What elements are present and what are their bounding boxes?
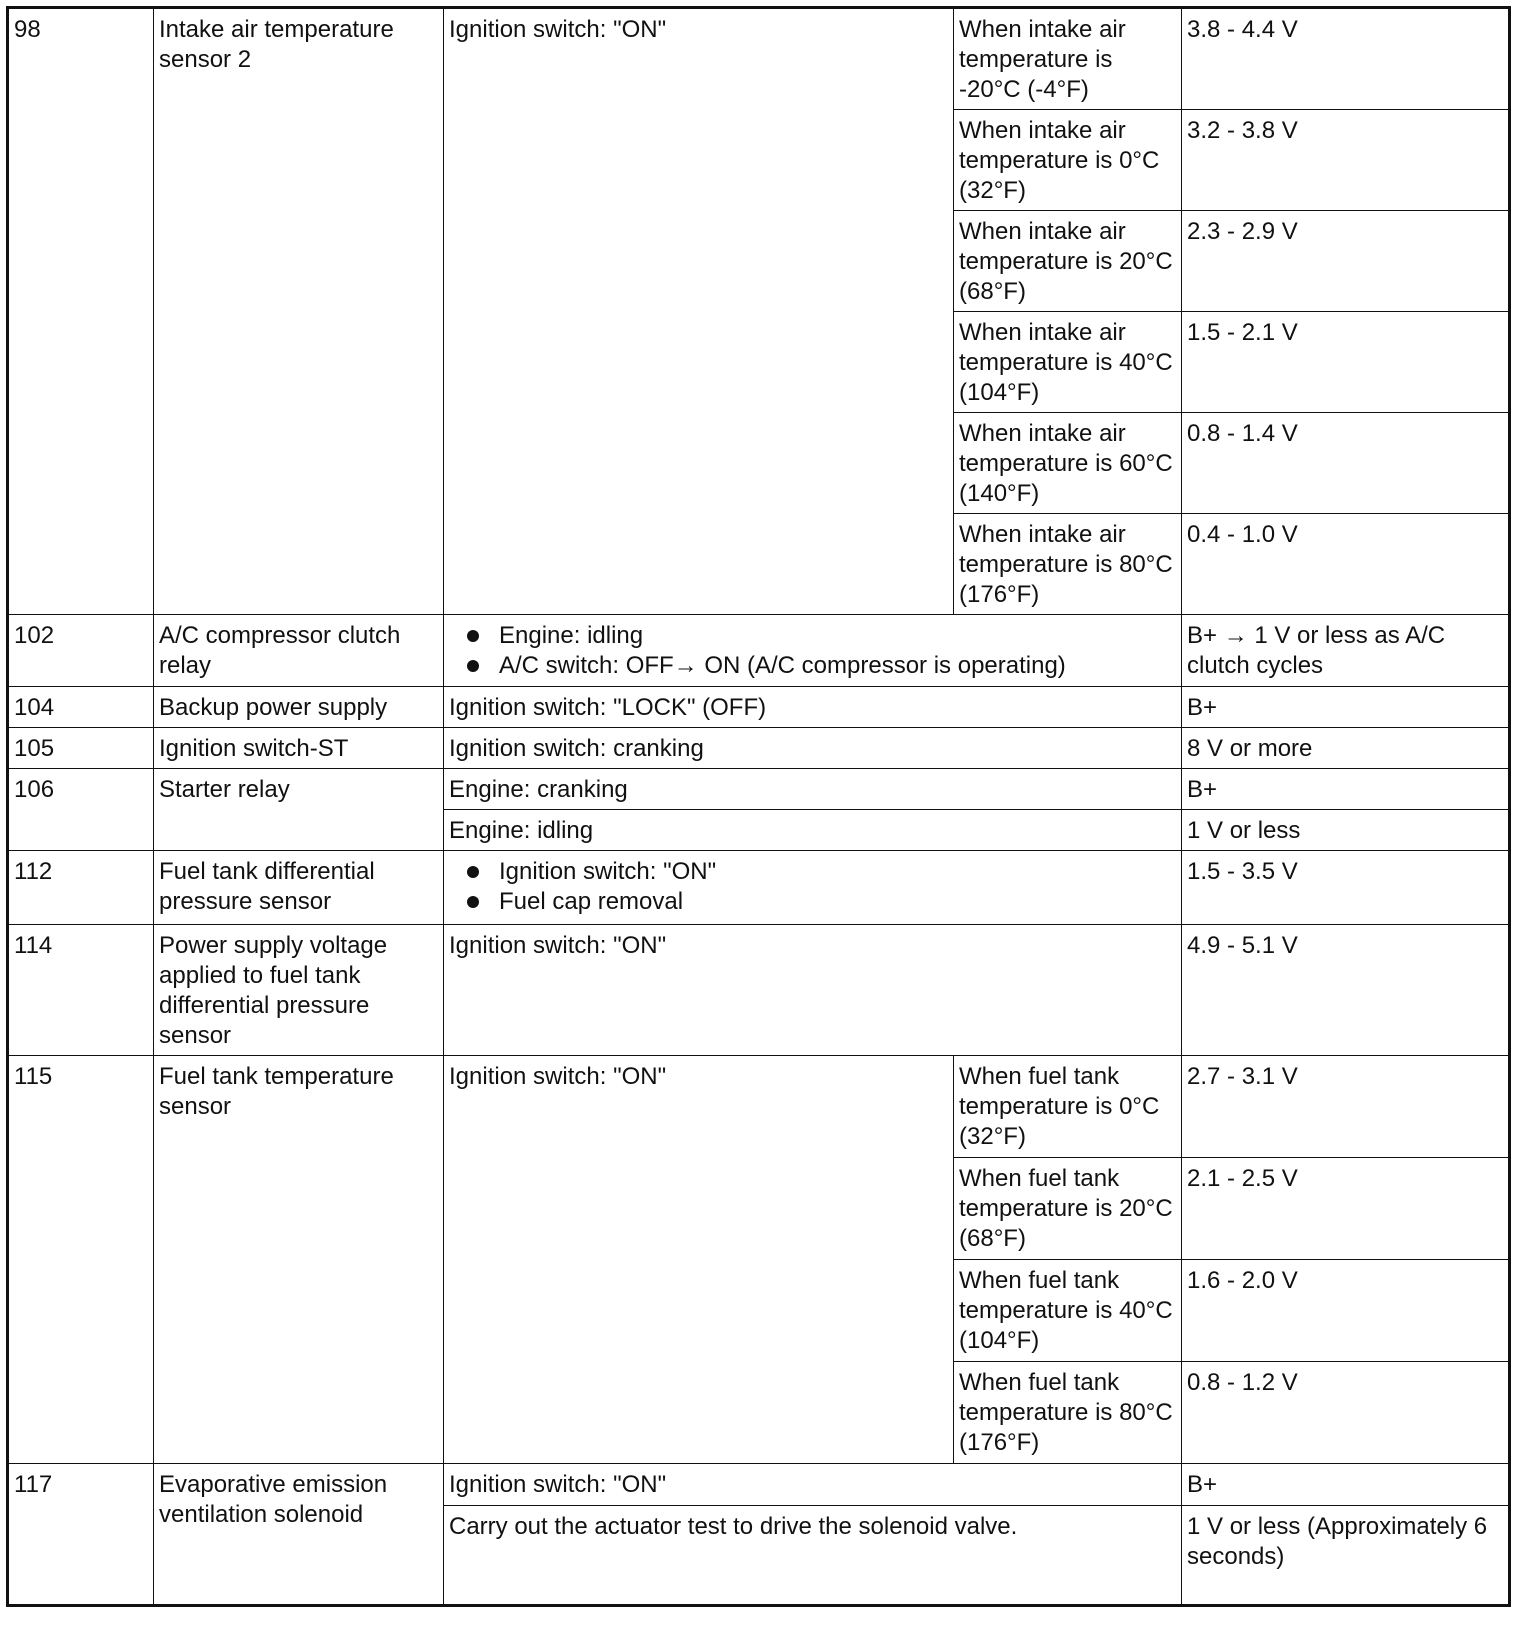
terminal-number: 105	[8, 728, 154, 769]
inspection-condition: Engine: idling	[444, 810, 1182, 851]
condition-bullet: Fuel cap removal	[467, 887, 1176, 917]
normal-value: 2.7 - 3.1 V	[1182, 1056, 1510, 1158]
terminal-number: 112	[8, 851, 154, 925]
table-row	[8, 851, 1510, 925]
inspection-condition: Engine: cranking	[444, 769, 1182, 810]
item-name: Ignition switch-ST	[154, 728, 444, 769]
normal-value: 1.5 - 2.1 V	[1182, 312, 1510, 413]
item-name: Fuel tank differential pressure sensor	[154, 851, 444, 925]
inspection-condition	[444, 851, 1182, 925]
terminal-voltage-table	[6, 6, 1511, 1607]
table-row	[8, 687, 1510, 728]
normal-value: B+	[1182, 687, 1510, 728]
terminal-number: 102	[8, 615, 154, 687]
normal-value: 4.9 - 5.1 V	[1182, 925, 1510, 1056]
inspection-condition: Ignition switch: "ON"	[444, 8, 954, 615]
item-name: Power supply voltage applied to fuel tank differential pressure sensor	[154, 925, 444, 1056]
table-row	[8, 769, 1510, 810]
condition-bullet-list	[449, 857, 1176, 917]
table-row	[8, 8, 1510, 110]
sub-condition: When intake air temperature is -20°C (-4°F)	[954, 8, 1182, 110]
condition-bullet: A/C switch: OFF→ ON (A/C compressor is operating)	[467, 651, 1176, 681]
normal-value: 8 V or more	[1182, 728, 1510, 769]
item-name: A/C compressor clutch relay	[154, 615, 444, 687]
terminal-number: 106	[8, 769, 154, 851]
table-row	[8, 1464, 1510, 1506]
sub-condition: When intake air temperature is 0°C (32°F)	[954, 110, 1182, 211]
normal-value: 3.2 - 3.8 V	[1182, 110, 1510, 211]
normal-value: B+	[1182, 769, 1510, 810]
sub-condition: When intake air temperature is 20°C (68°F)	[954, 211, 1182, 312]
condition-bullet-list	[449, 621, 1176, 681]
item-name: Intake air temperature sensor 2	[154, 8, 444, 615]
item-name: Backup power supply	[154, 687, 444, 728]
sub-condition: When fuel tank temperature is 80°C (176°F)	[954, 1362, 1182, 1464]
normal-value: 3.8 - 4.4 V	[1182, 8, 1510, 110]
inspection-condition: Ignition switch: cranking	[444, 728, 1182, 769]
terminal-spec-sheet	[6, 6, 1511, 1607]
terminal-number: 117	[8, 1464, 154, 1606]
normal-value: 2.1 - 2.5 V	[1182, 1158, 1510, 1260]
sub-condition: When intake air temperature is 60°C (140°F)	[954, 413, 1182, 514]
item-name: Evaporative emission ventilation solenoid	[154, 1464, 444, 1606]
inspection-condition: Ignition switch: "ON"	[444, 925, 1182, 1056]
normal-value: B+	[1182, 1464, 1510, 1506]
normal-value: 1 V or less	[1182, 810, 1510, 851]
sub-condition: When fuel tank temperature is 40°C (104°F)	[954, 1260, 1182, 1362]
inspection-condition: Ignition switch: "LOCK" (OFF)	[444, 687, 1182, 728]
sub-condition: When fuel tank temperature is 0°C (32°F)	[954, 1056, 1182, 1158]
normal-value: 2.3 - 2.9 V	[1182, 211, 1510, 312]
item-name: Fuel tank temperature sensor	[154, 1056, 444, 1464]
normal-value: 1.5 - 3.5 V	[1182, 851, 1510, 925]
sub-condition: When fuel tank temperature is 20°C (68°F)	[954, 1158, 1182, 1260]
normal-value: 1.6 - 2.0 V	[1182, 1260, 1510, 1362]
terminal-number: 98	[8, 8, 154, 615]
table-row	[8, 615, 1510, 687]
normal-value: 0.8 - 1.4 V	[1182, 413, 1510, 514]
table-row	[8, 728, 1510, 769]
terminal-number: 104	[8, 687, 154, 728]
normal-value: B+ → 1 V or less as A/C clutch cycles	[1182, 615, 1510, 687]
table-row	[8, 925, 1510, 1056]
sub-condition: When intake air temperature is 80°C (176°F)	[954, 514, 1182, 615]
condition-bullet: Engine: idling	[467, 621, 1176, 651]
item-name: Starter relay	[154, 769, 444, 851]
inspection-condition: Ignition switch: "ON"	[444, 1056, 954, 1464]
inspection-condition: Carry out the actuator test to drive the solenoid valve.	[444, 1506, 1182, 1606]
normal-value: 0.4 - 1.0 V	[1182, 514, 1510, 615]
condition-bullet: Ignition switch: "ON"	[467, 857, 1176, 887]
inspection-condition: Ignition switch: "ON"	[444, 1464, 1182, 1506]
terminal-number: 114	[8, 925, 154, 1056]
terminal-number: 115	[8, 1056, 154, 1464]
normal-value: 0.8 - 1.2 V	[1182, 1362, 1510, 1464]
normal-value: 1 V or less (Approximately 6 seconds)	[1182, 1506, 1510, 1606]
sub-condition: When intake air temperature is 40°C (104°F)	[954, 312, 1182, 413]
table-row	[8, 1056, 1510, 1158]
inspection-condition	[444, 615, 1182, 687]
